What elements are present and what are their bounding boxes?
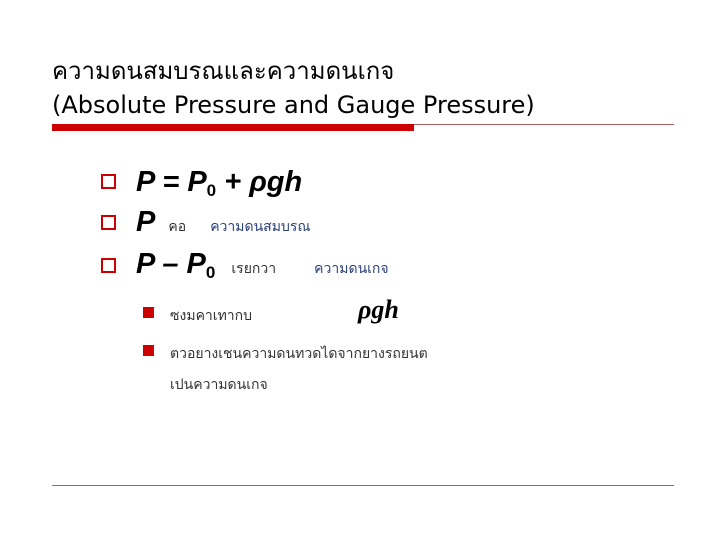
title-thai: ความดนสมบรณและความดนเกจ	[52, 57, 395, 85]
formula-rho-g-h: ρgh	[358, 295, 399, 324]
sub-bullet-text: ซงมคาเทากบ	[170, 308, 253, 324]
formula-subscript: 0	[206, 181, 217, 200]
formula-part: P = P	[136, 166, 207, 198]
slide-title	[52, 54, 535, 122]
symbol-p: P	[136, 206, 155, 238]
gauge-pressure-definition	[136, 248, 389, 283]
title-accent-bar	[52, 124, 414, 131]
footer-divider-line	[52, 485, 674, 486]
term-absolute-pressure: ความดนสมบรณ	[210, 219, 311, 235]
label-is: คอ	[168, 219, 187, 235]
formula-part: + ρgh	[216, 166, 303, 198]
bullet-square-icon	[101, 258, 116, 273]
formula-subscript: 0	[205, 263, 216, 282]
term-gauge-pressure: ความดนเกจ	[314, 261, 389, 277]
sub-bullet-text-continued: เปนความดนเกจ	[170, 377, 268, 393]
title-english: (Absolute Pressure and Gauge Pressure)	[52, 91, 535, 119]
sub-bullet-square-icon	[143, 345, 154, 356]
sub-bullet-text: ตวอยางเชนความดนทวดไดจากยางรถยนต	[170, 346, 428, 362]
bullet-square-icon	[101, 174, 116, 189]
formula-total-pressure	[136, 166, 302, 201]
absolute-pressure-definition	[136, 206, 310, 239]
formula-part: P – P	[136, 248, 206, 280]
bullet-square-icon	[101, 215, 116, 230]
label-called: เรยกวา	[231, 261, 277, 277]
sub-bullet-square-icon	[143, 307, 154, 318]
